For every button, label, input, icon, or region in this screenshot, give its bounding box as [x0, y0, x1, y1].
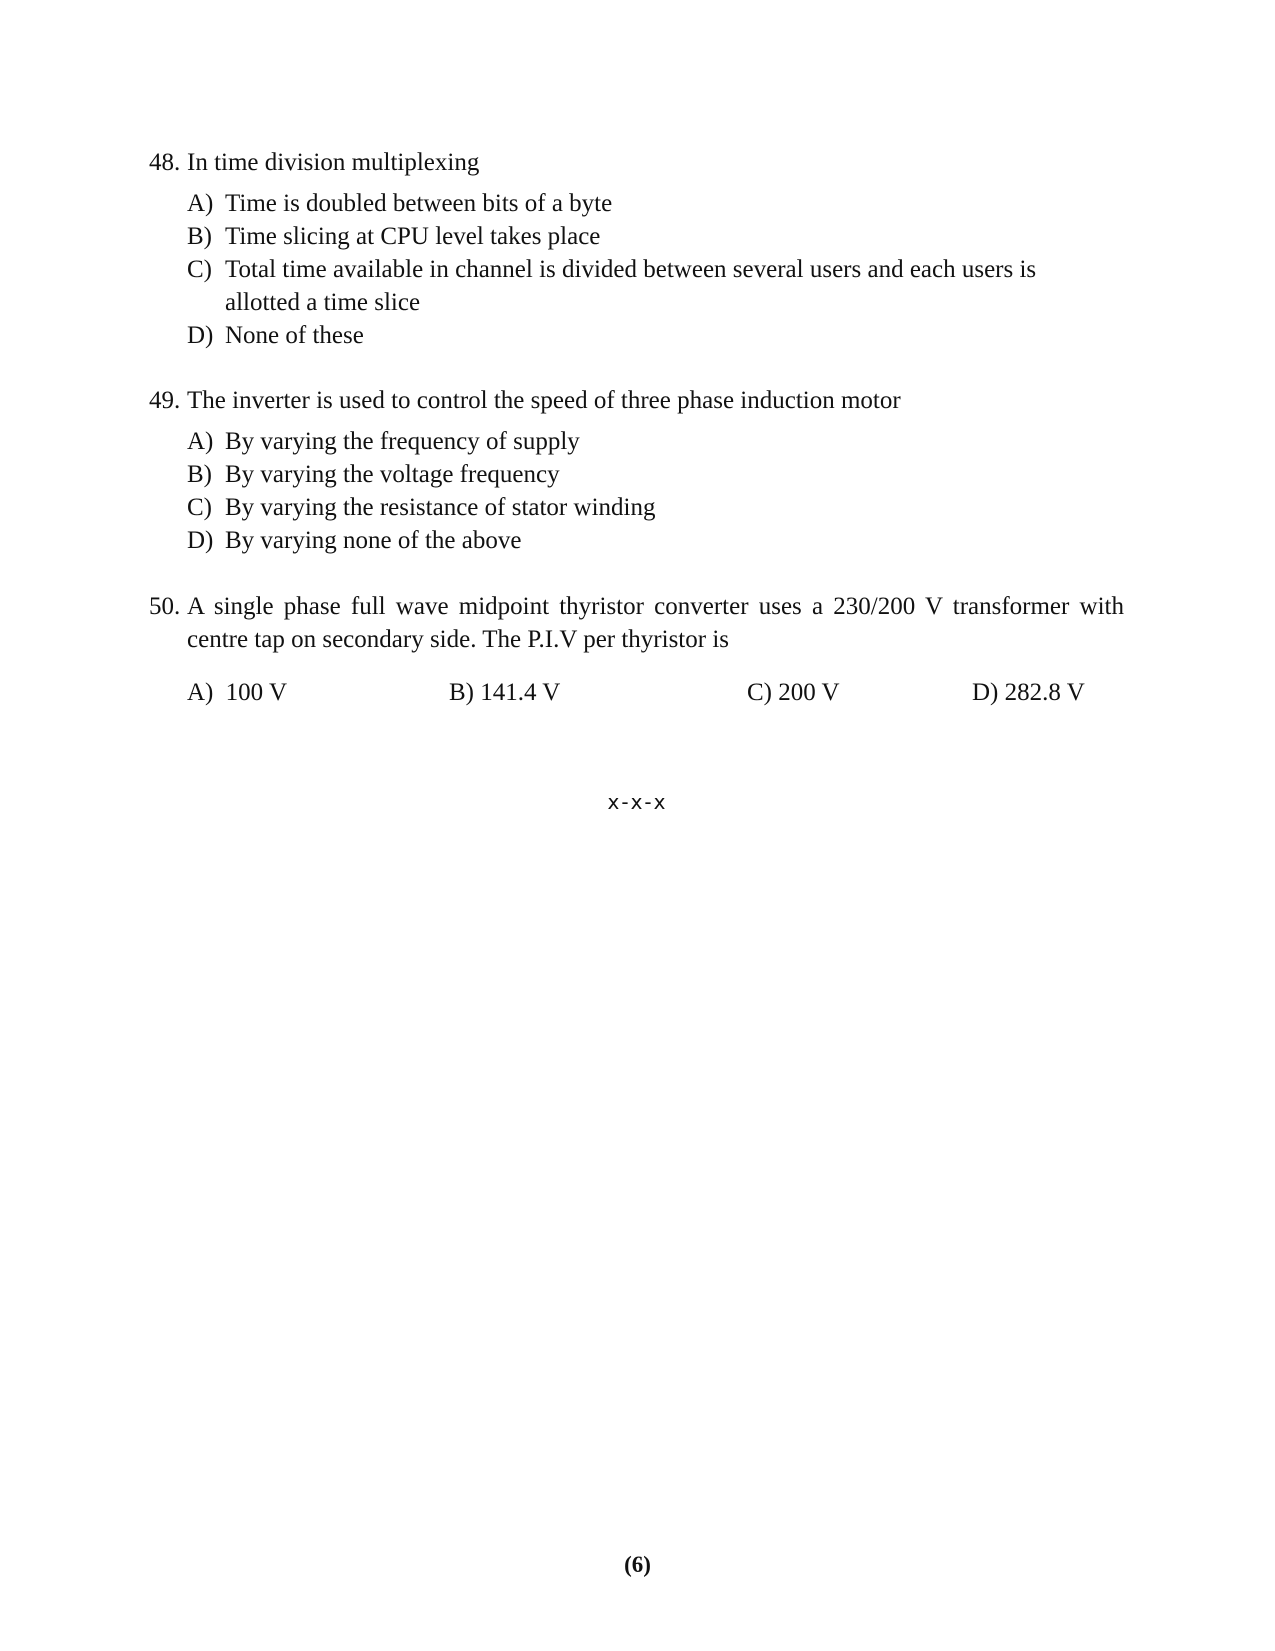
option-a [187, 425, 1124, 458]
option-c [187, 253, 1124, 319]
option-text: By varying the resistance of stator winding [225, 494, 656, 521]
option-b [187, 220, 1124, 253]
option-text: Total time available in channel is divided between several users and each users is allotted a time slice [225, 256, 1037, 316]
option-row [187, 676, 1124, 709]
question-49 [149, 384, 1124, 557]
option-text: By varying the voltage frequency [225, 461, 560, 488]
option-d [187, 319, 1124, 352]
option-label: D) [187, 322, 214, 349]
question-stem [149, 590, 1124, 656]
option-d [187, 524, 1124, 557]
option-text: None of these [225, 322, 364, 349]
option-label: A) [187, 428, 214, 455]
question-number: 50. [149, 593, 181, 620]
option-text: Time is doubled between bits of a byte [225, 190, 613, 217]
option-label: A) [187, 679, 214, 706]
option-b [187, 458, 1124, 491]
question-50 [149, 590, 1124, 709]
page-number: (6) [624, 1552, 651, 1577]
option-list [187, 187, 1124, 352]
option-text: 141.4 V [480, 679, 561, 706]
question-stem [149, 146, 1124, 179]
option-b [449, 676, 560, 709]
option-list [187, 425, 1124, 557]
question-stem [149, 384, 1124, 417]
option-label: C) [187, 494, 212, 521]
option-c [747, 676, 840, 709]
option-label: A) [187, 190, 214, 217]
option-text: 282.8 V [1004, 679, 1085, 706]
question-text: The inverter is used to control the speed of three phase induction motor [187, 387, 901, 414]
option-text: By varying none of the above [225, 527, 522, 554]
option-label: D) [972, 679, 999, 706]
option-text: By varying the frequency of supply [225, 428, 580, 455]
option-text: 100 V [225, 679, 287, 706]
option-a [187, 676, 287, 709]
option-label: B) [187, 223, 212, 250]
question-text: A single phase full wave midpoint thyristor converter uses a 230/200 V transformer with centre tap on secondary side. The P.I.V per thyristor is [187, 593, 1124, 653]
end-marker: x-x-x [607, 790, 668, 814]
option-a [187, 187, 1124, 220]
option-d [972, 676, 1085, 709]
option-label: B) [449, 679, 474, 706]
option-label: B) [187, 461, 212, 488]
option-c [187, 491, 1124, 524]
option-text: Time slicing at CPU level takes place [225, 223, 601, 250]
question-number: 49. [149, 387, 181, 414]
question-number: 48. [149, 149, 181, 176]
option-label: D) [187, 527, 214, 554]
option-text: 200 V [778, 679, 840, 706]
option-label: C) [187, 256, 212, 283]
option-label: C) [747, 679, 772, 706]
question-48 [149, 146, 1124, 352]
question-text: In time division multiplexing [187, 149, 480, 176]
